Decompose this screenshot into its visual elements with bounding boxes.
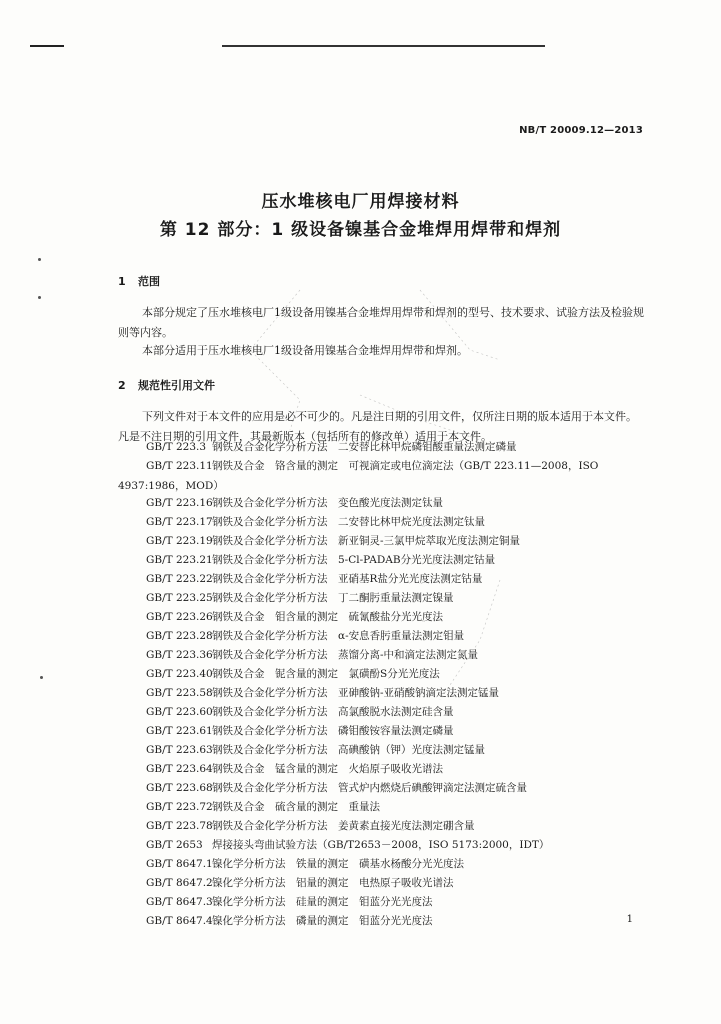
section-title: 范围 [138,275,160,288]
reference-code: GB/T 8647.1 [146,858,213,870]
reference-item [146,856,464,871]
reference-title: 钢铁及合金 铌含量的测定 氯磺酚S分光光度法 [212,668,440,680]
reference-code: GB/T 223.64 [146,763,213,775]
reference-title: 钢铁及合金 硫含量的测定 重量法 [212,801,380,813]
reference-code: GB/T 223.60 [146,706,213,718]
reference-title: 钢铁及合金化学分析方法 5-Cl-PADAB分光光度法测定钴量 [212,554,496,566]
reference-title: 钢铁及合金化学分析方法 管式炉内燃烧后碘酸钾滴定法测定硫含量 [212,782,527,794]
reference-item [146,439,517,454]
reference-code: GB/T 223.61 [146,725,213,737]
scan-speck [38,296,41,299]
reference-continuation: 4937:1986，MOD） [118,480,224,492]
reference-title: 钢铁及合金化学分析方法 蒸馏分离-中和滴定法测定氮量 [212,649,479,661]
reference-title: 焊接接头弯曲试验方法（GB/T2653－2008，ISO 5173:2000，IDT） [212,839,550,851]
section-number: 1 [118,275,126,288]
section-title: 规范性引用文件 [138,379,215,392]
reference-code: GB/T 223.22 [146,573,213,585]
scan-speck [38,258,41,261]
reference-title: 钢铁及合金化学分析方法 姜黄素直接光度法测定硼含量 [212,820,475,832]
reference-title: 钢铁及合金化学分析方法 二安替比林甲烷磷钼酸重量法测定磷量 [212,441,517,453]
reference-item [146,666,440,681]
reference-item [146,723,454,738]
reference-item [146,514,485,529]
reference-title: 钢铁及合金化学分析方法 高氯酸脱水法测定硅含量 [212,706,454,718]
reference-item [146,894,433,909]
reference-code: GB/T 223.78 [146,820,213,832]
reference-title: 钢铁及合金化学分析方法 亚硝基R盐分光光度法测定钴量 [212,573,483,585]
reference-title: 钢铁及合金化学分析方法 磷钼酸铵容量法测定磷量 [212,725,454,737]
reference-title: 钢铁及合金化学分析方法 α-安息香肟重量法测定钼量 [212,630,465,642]
reference-item [146,913,433,928]
reference-item [146,704,454,719]
scope-paragraph-2: 本部分适用于压水堆核电厂1级设备用镍基合金堆焊用焊带和焊剂。 [142,344,468,357]
reference-code: GB/T 223.17 [146,516,213,528]
reference-item [146,837,549,852]
reference-title: 钢铁及合金化学分析方法 二安替比林甲烷光度法测定钛量 [212,516,485,528]
page-number: 1 [626,914,633,925]
reference-item [146,533,520,548]
reference-item [146,685,499,700]
reference-item [146,552,495,567]
reference-item [146,875,454,890]
reference-title: 钢铁及合金化学分析方法 丁二酮肟重量法测定镍量 [212,592,454,604]
reference-code: GB/T 223.16 [146,497,213,509]
reference-code: GB/T 223.28 [146,630,213,642]
reference-item [146,495,443,510]
reference-code: GB/T 8647.3 [146,896,213,908]
reference-code: GB/T 223.3 [146,441,207,453]
reference-title: 镍化学分析方法 铁量的测定 磺基水杨酸分光光度法 [212,858,464,870]
document-title: 压水堆核电厂用焊接材料 [261,192,460,212]
reference-code: GB/T 223.40 [146,668,213,680]
references-intro-paragraph: 下列文件对于本文件的应用是必不可少的。凡是注日期的引用文件，仅所注日期的版本适用于本文件。凡是不注日期的引用文件，其最新版本（包括所有的修改单）适用于本文件。 [118,410,637,443]
standard-id: NB/T 20009.12—2013 [519,125,643,136]
reference-code: GB/T 223.25 [146,592,213,604]
reference-item [146,647,478,662]
reference-code: GB/T 223.63 [146,744,213,756]
reference-code: GB/T 223.72 [146,801,213,813]
reference-code: GB/T 223.68 [146,782,213,794]
reference-code: GB/T 223.11 [146,460,213,472]
reference-code: GB/T 8647.2 [146,877,213,889]
reference-code: GB/T 2653 [146,839,203,851]
document-subtitle: 第 12 部分：1 级设备镍基合金堆焊用焊带和焊剂 [159,220,562,240]
section-heading-references [118,377,215,393]
reference-title: 钢铁及合金 铬含量的测定 可视滴定或电位滴定法（GB/T 223.11—2008，ISO [212,460,599,472]
reference-code: GB/T 223.26 [146,611,213,623]
reference-code: GB/T 223.19 [146,535,213,547]
reference-title: 钢铁及合金化学分析方法 新亚铜灵-三氯甲烷萃取光度法测定铜量 [212,535,521,547]
reference-title: 钢铁及合金化学分析方法 高碘酸钠（钾）光度法测定锰量 [212,744,485,756]
reference-item [146,780,527,795]
reference-code: GB/T 223.36 [146,649,213,661]
header-rule-right [222,45,545,47]
reference-title: 钢铁及合金化学分析方法 亚砷酸钠-亚硝酸钠滴定法测定锰量 [212,687,500,699]
reference-item [146,609,443,624]
section-heading-scope [118,273,160,289]
reference-title: 钢铁及合金化学分析方法 变色酸光度法测定钛量 [212,497,443,509]
reference-title: 镍化学分析方法 铝量的测定 电热原子吸收光谱法 [212,877,454,889]
reference-item [146,742,485,757]
reference-code: GB/T 223.58 [146,687,213,699]
reference-title: 钢铁及合金 锰含量的测定 火焰原子吸收光谱法 [212,763,443,775]
section-number: 2 [118,379,126,392]
reference-code: GB/T 8647.4 [146,915,213,927]
header-rule-left [30,45,64,47]
reference-code: GB/T 223.21 [146,554,213,566]
reference-item [146,571,482,586]
reference-title: 镍化学分析方法 磷量的测定 钼蓝分光光度法 [212,915,433,927]
reference-item [146,818,475,833]
scan-speck [40,676,43,679]
reference-title: 钢铁及合金 钼含量的测定 硫氰酸盐分光光度法 [212,611,443,623]
reference-item [146,628,464,643]
reference-item [146,799,380,814]
reference-title: 镍化学分析方法 硅量的测定 钼蓝分光光度法 [212,896,433,908]
reference-item [146,761,443,776]
scope-paragraph-1: 本部分规定了压水堆核电厂1级设备用镍基合金堆焊用焊带和焊剂的型号、技术要求、试验方法及检验规则等内容。 [118,306,644,339]
reference-item [146,458,598,473]
reference-item [146,590,454,605]
